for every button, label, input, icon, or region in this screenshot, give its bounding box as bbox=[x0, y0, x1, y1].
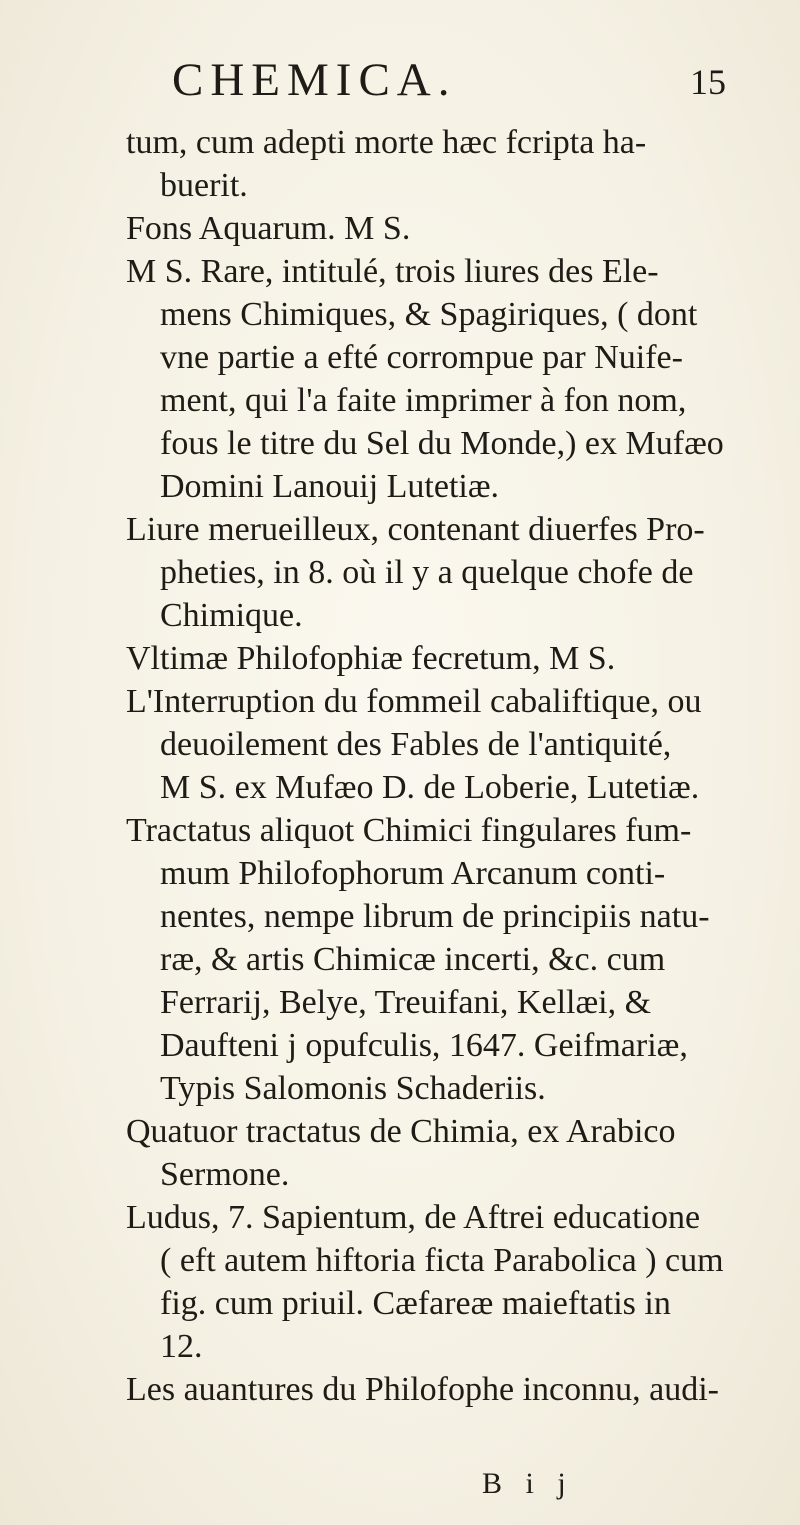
entry-line: Tractatus aliquot Chimici fingulares fum- bbox=[126, 812, 692, 849]
text-line: pheties, in 8. où il y a quelque chofe de bbox=[160, 554, 694, 591]
text-line: mum Philofophorum Arcanum conti- bbox=[160, 855, 666, 892]
text-line: M S. ex Mufæo D. de Loberie, Lutetiæ. bbox=[160, 769, 700, 806]
entry-line: L'Interruption du fommeil cabaliftique, ou bbox=[126, 683, 702, 720]
entry-line: Les auantures du Philofophe inconnu, audi- bbox=[126, 1371, 719, 1408]
text-line: ræ, & artis Chimicæ incerti, &c. cum bbox=[160, 941, 666, 978]
entry-line: Liure merueilleux, contenant diuerfes Pro- bbox=[126, 511, 705, 548]
entry-line: Fons Aquarum. M S. bbox=[126, 210, 411, 247]
entry-line: Ludus, 7. Sapientum, de Aftrei educatione bbox=[126, 1199, 701, 1236]
text-line: 12. bbox=[160, 1328, 203, 1365]
text-line: buerit. bbox=[160, 167, 248, 204]
text-line: Domini Lanouij Lutetiæ. bbox=[160, 468, 500, 505]
text-line: Chimique. bbox=[160, 597, 303, 634]
running-head: CHEMICA. bbox=[172, 54, 457, 106]
text-line: Ferrarij, Belye, Treuifani, Kellæi, & bbox=[160, 984, 652, 1021]
entry-line: Vltimæ Philofophiæ fecretum, M S. bbox=[126, 640, 616, 677]
text-line: Daufteni j opufculis, 1647. Geifmariæ, bbox=[160, 1027, 688, 1064]
text-line: Sermone. bbox=[160, 1156, 290, 1193]
text-line: nentes, nempe librum de principiis natu- bbox=[160, 898, 710, 935]
entry-line: M S. Rare, intitulé, trois liures des Ele- bbox=[126, 253, 659, 290]
text-line: tum, cum adepti morte hæc fcripta ha- bbox=[126, 124, 647, 161]
text-line: mens Chimiques, & Spagiriques, ( dont bbox=[160, 296, 698, 333]
text-line: deuoilement des Fables de l'antiquité, bbox=[160, 726, 672, 763]
text-line: Typis Salomonis Schaderiis. bbox=[160, 1070, 546, 1107]
page-number: 15 bbox=[690, 62, 726, 102]
text-line: ( eft autem hiftoria ficta Parabolica ) cum bbox=[160, 1242, 724, 1279]
text-line: fous le titre du Sel du Monde,) ex Mufæo bbox=[160, 425, 724, 462]
text-line: fig. cum priuil. Cæfareæ maieftatis in bbox=[160, 1285, 671, 1322]
text-line: vne partie a efté corrompue par Nuife- bbox=[160, 339, 683, 376]
signature-mark: B i j bbox=[482, 1467, 574, 1500]
text-line: ment, qui l'a faite imprimer à fon nom, bbox=[160, 382, 687, 419]
entry-line: Quatuor tractatus de Chimia, ex Arabico bbox=[126, 1113, 676, 1150]
